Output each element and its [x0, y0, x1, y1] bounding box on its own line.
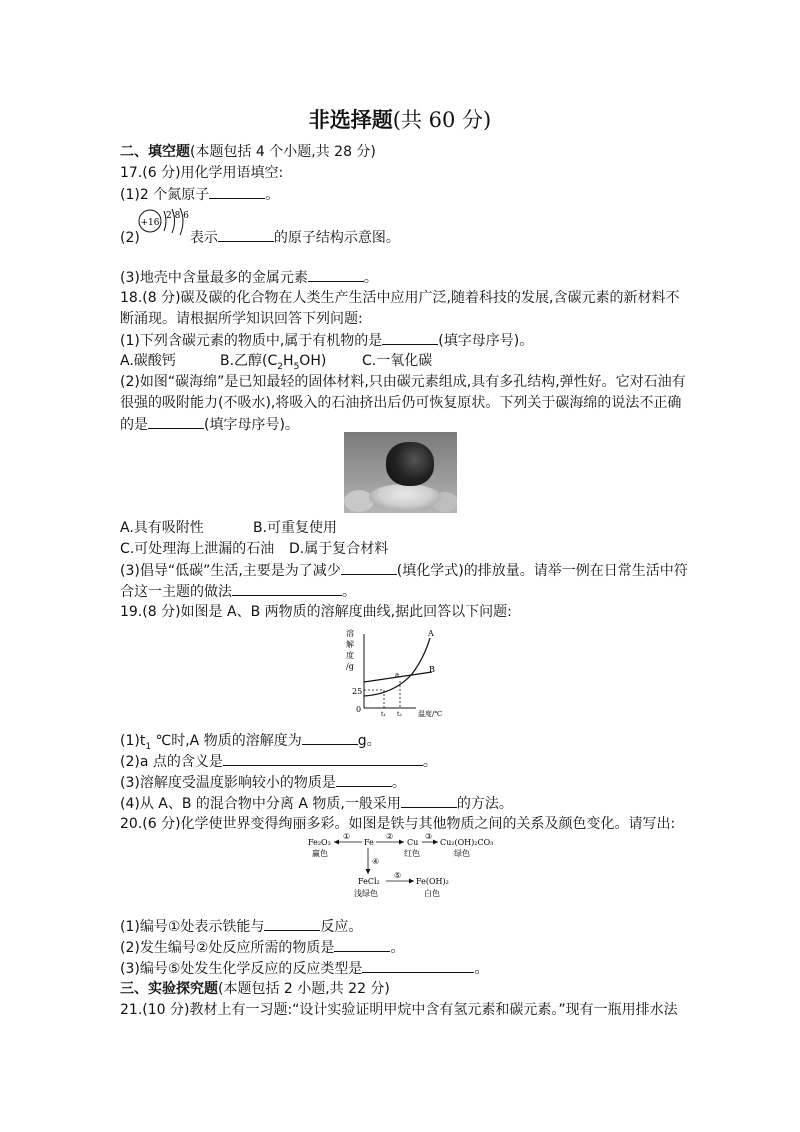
node-fe2o3: Fe₂O₃	[308, 838, 331, 847]
q20-part3-end: 。	[474, 961, 489, 977]
arrow-5-head	[409, 879, 414, 884]
q20-part2	[120, 938, 404, 957]
q18-options-row1	[120, 519, 338, 537]
q18-part3-text: (3)倡导“低碳”生活,主要是为了减少	[120, 563, 341, 579]
curve-b-label: B	[429, 665, 435, 674]
q18-part3-mid: (填化学式)的排放量。请举一例在日常生活中符	[396, 563, 688, 579]
answer-blank[interactable]	[382, 331, 438, 345]
answer-blank[interactable]	[302, 731, 358, 745]
arrow-1-head	[334, 840, 339, 845]
option-a: A.具有吸附性	[120, 520, 204, 536]
option-b: B.可重复使用	[253, 520, 338, 536]
q20-stem: 20.(6 分)化学使世界变得绚丽多彩。如图是铁与其他物质之间的关系及颜色变化。请写出:	[120, 816, 676, 832]
iron-relationship-diagram	[304, 832, 504, 904]
q17-part2-mid: 表示	[189, 230, 218, 246]
section-title	[0, 104, 800, 134]
q19-part3-text: (3)溶解度受温度影响较小的物质是	[120, 775, 336, 791]
q19-part4	[120, 794, 513, 813]
q18-stem-line1: 18.(8 分)碳及碳的化合物在人类生产生活中应用广泛,随着科技的发展,含碳元素的新材料不	[120, 290, 680, 306]
answer-blank[interactable]	[209, 185, 265, 199]
y-axis-label-4: /g	[346, 662, 354, 671]
q19-stem: 19.(8 分)如图是 A、B 两物质的溶解度曲线,据此回答以下问题:	[120, 604, 512, 620]
q18-part2-text: 的是	[120, 417, 148, 433]
q18-part3-line1	[120, 561, 688, 580]
q19-part1-text: ℃时,A 物质的溶解度为	[151, 733, 302, 749]
q20-part2-text: (2)发生编号②处反应所需的物质是	[120, 940, 335, 956]
node-cu: Cu	[407, 838, 419, 847]
section-2-note: (本题包括 4 个小题,共 28 分)	[190, 144, 376, 160]
q18-part1-end: (填字母序号)。	[438, 333, 534, 349]
section-title-bold: 非选择题	[308, 107, 393, 132]
carbon-sponge-photo	[344, 432, 457, 513]
q19-part2-text: (2)a 点的含义是	[120, 754, 223, 770]
q18-part2-line3	[120, 415, 299, 434]
node-cu2oh2co3: Cu₂(OH)₂CO₃	[440, 838, 494, 847]
answer-blank[interactable]	[341, 561, 397, 575]
option-d: D.属于复合材料	[289, 541, 389, 557]
q17-part1-text: (1)2 个氮原子	[120, 187, 210, 203]
arrow-3-head	[433, 840, 438, 845]
x-tick-t1: t₁	[381, 711, 386, 718]
q18-options	[120, 352, 433, 372]
q19-part1	[120, 731, 381, 750]
section-2-header	[120, 143, 376, 161]
answer-blank[interactable]	[218, 228, 274, 242]
node-fecl2-color: 浅绿色	[354, 889, 378, 898]
section-3-note: (本题包括 2 小题,共 22 分)	[218, 981, 390, 997]
q18-part1	[120, 331, 533, 350]
y-axis-label-1: 溶	[346, 629, 354, 638]
carbon-sponge-image	[386, 442, 434, 486]
x-axis-label: 温度/℃	[418, 710, 443, 718]
section-title-note: (共 60 分)	[392, 108, 492, 132]
q17-part3	[120, 268, 378, 287]
option-b: B.乙醇$(C_2H_5OH)$	[220, 353, 327, 372]
q18-part3-text2: 合这一主题的做法	[120, 584, 232, 600]
y-axis-label-3: 度	[346, 651, 354, 660]
q19-part4-end: 的方法。	[456, 796, 513, 812]
section-3-header	[120, 980, 390, 998]
q17-part1	[120, 185, 279, 204]
q20-part1	[120, 917, 362, 936]
q19-part3	[120, 773, 406, 792]
answer-blank[interactable]	[223, 752, 423, 766]
q18-stem-line2: 断涌现。请根据所学知识回答下列问题:	[120, 311, 363, 327]
x-tick-t2: t₂	[397, 711, 402, 718]
y-tick-25: 25	[352, 687, 363, 696]
q17-stem: 17.(6 分)用化学用语填空:	[120, 165, 284, 181]
q18-part3-line2	[120, 582, 356, 601]
q18-part2-line1: (2)如图“碳海绵”是已知最轻的固体材料,只由碳元素组成,具有多孔结构,弹性好。它对石油有	[120, 374, 686, 390]
point-a-label: a	[395, 671, 400, 679]
option-a: A.碳酸钙	[120, 353, 176, 369]
answer-blank[interactable]	[336, 773, 392, 787]
answer-blank[interactable]	[148, 415, 204, 429]
answer-blank[interactable]	[308, 268, 364, 282]
answer-blank[interactable]	[362, 959, 474, 973]
q19-part2-end: 。	[422, 754, 437, 770]
q20-part3	[120, 959, 488, 978]
shell-electrons: 2 8 6	[166, 211, 189, 221]
q19-part1-prefix: (1)t	[120, 733, 146, 749]
arrow-4-head	[366, 869, 371, 874]
section-2-heading: 二、填空题	[120, 144, 190, 160]
node-cu-color: 红色	[404, 849, 420, 858]
q19-part1-end: g。	[357, 733, 381, 749]
node-fe: Fe	[364, 838, 374, 847]
q18-part2-end: (填字母序号)。	[204, 417, 299, 433]
answer-blank[interactable]	[264, 917, 320, 931]
node-feoh2: Fe(OH)₂	[416, 877, 449, 886]
label-3: ③	[425, 832, 433, 841]
q17-part3-end: 。	[363, 270, 378, 286]
q17-part3-text: (3)地壳中含量最多的金属元素	[120, 270, 308, 286]
label-4: ④	[372, 857, 380, 866]
q19-part1-sub: 1	[145, 741, 152, 752]
node-fecl2: FeCl₂	[358, 877, 380, 886]
curve-a-label: A	[428, 629, 434, 638]
q18-part3-end: 。	[342, 584, 356, 600]
q18-part2-line2: 很强的吸附能力(不吸水),将吸入的石油挤出后仍可恢复原状。下列关于碳海绵的说法不正确	[120, 395, 682, 411]
q20-part3-text: (3)编号⑤处发生化学反应的反应类型是	[120, 961, 363, 977]
option-c: C.可处理海上泄漏的石油	[120, 541, 275, 557]
section-3-heading: 三、实验探究题	[120, 981, 218, 997]
q20-part2-end: 。	[390, 940, 405, 956]
nucleus-charge: +16	[140, 218, 160, 228]
q19-part4-text: (4)从 A、B 的混合物中分离 A 物质,一般采用	[120, 796, 401, 812]
option-c: C.一氧化碳	[362, 353, 433, 369]
label-1: ①	[343, 832, 351, 841]
q18-options-row2	[120, 540, 389, 558]
y-axis-label-2: 解	[346, 640, 354, 649]
q17-part2-label: (2)	[120, 230, 140, 246]
arrow-2-head	[399, 840, 404, 845]
node-feoh2-color: 白色	[424, 889, 440, 898]
q17-part1-end: 。	[265, 187, 280, 203]
solubility-curve-chart	[332, 624, 464, 724]
origin-label: 0	[356, 705, 362, 714]
q20-part1-text: (1)编号①处表示铁能与	[120, 919, 265, 935]
node-cu2oh2co3-color: 绿色	[454, 849, 470, 858]
label-5: ⑤	[394, 871, 402, 880]
q21-stem-line1: 21.(10 分)教材上有一习题:“设计实验证明甲烷中含有氢元素和碳元素。”现有一瓶用排水法	[120, 1002, 678, 1018]
answer-blank[interactable]	[334, 938, 390, 952]
q19-part3-end: 。	[391, 775, 406, 791]
flower-image	[369, 484, 441, 510]
answer-blank[interactable]	[401, 794, 457, 808]
curve-a	[364, 638, 430, 696]
q18-part1-text: (1)下列含碳元素的物质中,属于有机物的是	[120, 333, 383, 349]
q19-part2	[120, 752, 437, 771]
answer-blank[interactable]	[232, 582, 342, 596]
node-fe2o3-color: 赢色	[312, 849, 328, 858]
q17-part2	[120, 228, 400, 247]
q17-part2-end: 的原子结构示意图。	[273, 230, 400, 246]
q20-part1-end: 反应。	[320, 919, 363, 935]
label-2: ②	[386, 832, 394, 841]
